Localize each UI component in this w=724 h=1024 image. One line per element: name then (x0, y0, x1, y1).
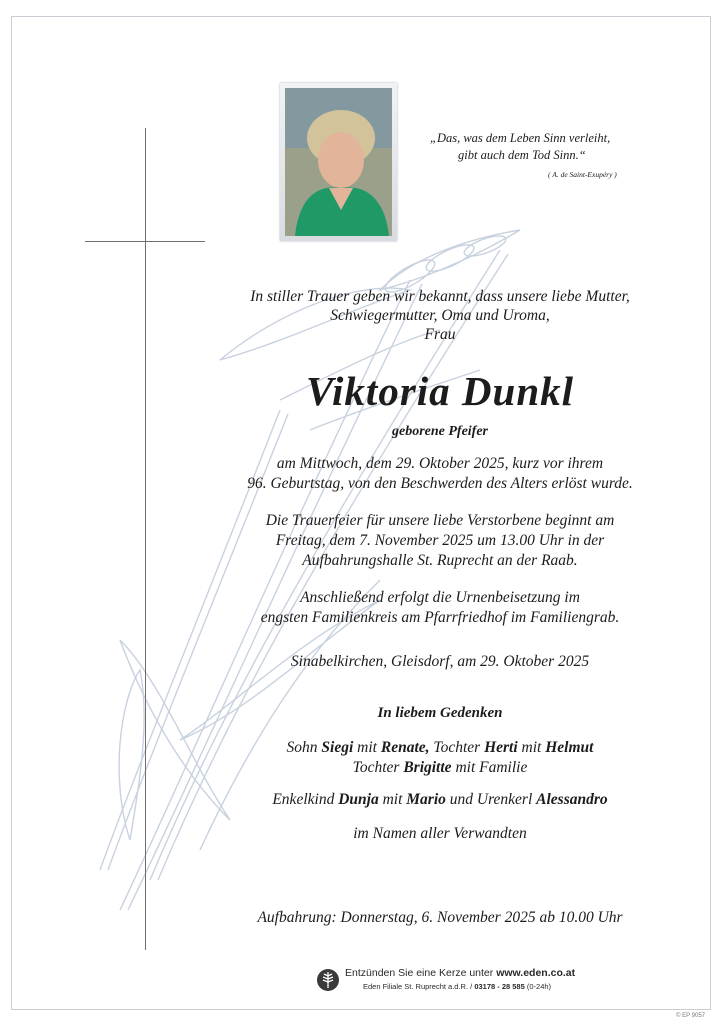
ceremony-line-3: Aufbahrungshalle St. Ruprecht an der Raab. (302, 552, 578, 569)
death-notice (195, 454, 685, 494)
ceremony-line-2: Freitag, dem 7. November 2025 um 13.00 Uhr in der (275, 532, 605, 549)
portrait-frame (280, 83, 397, 241)
family-text: Sohn (286, 739, 322, 756)
intro-line-3: Frau (424, 326, 456, 343)
family-line-2 (195, 758, 685, 778)
family-text: mit (353, 739, 381, 756)
family-member: Dunja (338, 791, 379, 808)
footer (300, 964, 640, 1004)
death-line-2: 96. Geburtstag, von den Beschwerden des Alters erlöst wurde. (247, 475, 633, 492)
death-line-1: am Mittwoch, dem 29. Oktober 2025, kurz vor ihrem (276, 455, 604, 472)
eden-logo-icon (316, 968, 340, 992)
family-text: Tochter (429, 739, 485, 756)
place-date: Sinabelkirchen, Gleisdorf, am 29. Oktober 2025 (290, 653, 590, 670)
family-line-1 (195, 738, 685, 758)
family-member: Siegi (321, 739, 354, 756)
family-member: Brigitte (403, 759, 452, 776)
ceremony-info (195, 511, 685, 571)
cross-horizontal (85, 241, 205, 242)
quote-line-2: gibt auch dem Tod Sinn.“ (458, 148, 586, 162)
ceremony-line-1: Die Trauerfeier für unsere liebe Verstorbene beginnt am (265, 512, 615, 529)
phone-number: 03178 - 28 585 (474, 982, 525, 991)
intro-line-2: Schwiegermutter, Oma und Uroma, (330, 307, 550, 324)
family-member: Mario (406, 791, 446, 808)
quote-author: ( A. de Saint-Exupéry ) (548, 170, 617, 179)
copyright: © EP 9057 (676, 1013, 705, 1019)
family-text: Enkelkind (272, 791, 339, 808)
family-text: mit (378, 791, 407, 808)
branch-name: Eden Filiale St. Ruprecht a.d.R. / (363, 982, 475, 991)
candle-text (345, 967, 575, 979)
quote (430, 130, 630, 183)
candle-label: Entzünden Sie eine Kerze unter (345, 967, 497, 979)
cross-vertical (145, 128, 146, 950)
family-text: und Urenkerl (445, 791, 537, 808)
family-relatives: im Namen aller Verwandten (353, 825, 527, 842)
burial-line-1: Anschließend erfolgt die Urnenbeisetzung im (300, 589, 580, 606)
portrait-photo (285, 88, 392, 236)
intro-line-1: In stiller Trauer geben wir bekannt, dass unsere liebe Mutter, (250, 288, 630, 305)
family-text: Tochter (352, 759, 404, 776)
viewing-info: Aufbahrung: Donnerstag, 6. November 2025 ab 10.00 Uhr (257, 909, 623, 926)
phone-hours: (0-24h) (524, 982, 552, 991)
quote-line-1: „Das, was dem Leben Sinn verleiht, (430, 131, 611, 145)
website-link[interactable]: www.eden.co.at (496, 967, 576, 979)
memoriam-heading: In liebem Gedenken (377, 705, 503, 721)
family-text: mit Familie (451, 759, 528, 776)
family-member: Renate, (380, 739, 430, 756)
burial-line-2: engsten Familienkreis am Pfarrfriedhof im Familiengrab. (260, 609, 620, 626)
family-text: mit (517, 739, 546, 756)
announcement-intro (195, 287, 685, 344)
family-member: Alessandro (536, 791, 608, 808)
family-member: Helmut (545, 739, 594, 756)
family-member: Herti (484, 739, 518, 756)
burial-info (195, 588, 685, 628)
maiden-name: geborene Pfeifer (391, 424, 489, 439)
family-grandchildren (195, 791, 685, 809)
deceased-name: Viktoria Dunkl (305, 368, 575, 414)
branch-info (363, 982, 551, 991)
family-children (195, 738, 685, 778)
